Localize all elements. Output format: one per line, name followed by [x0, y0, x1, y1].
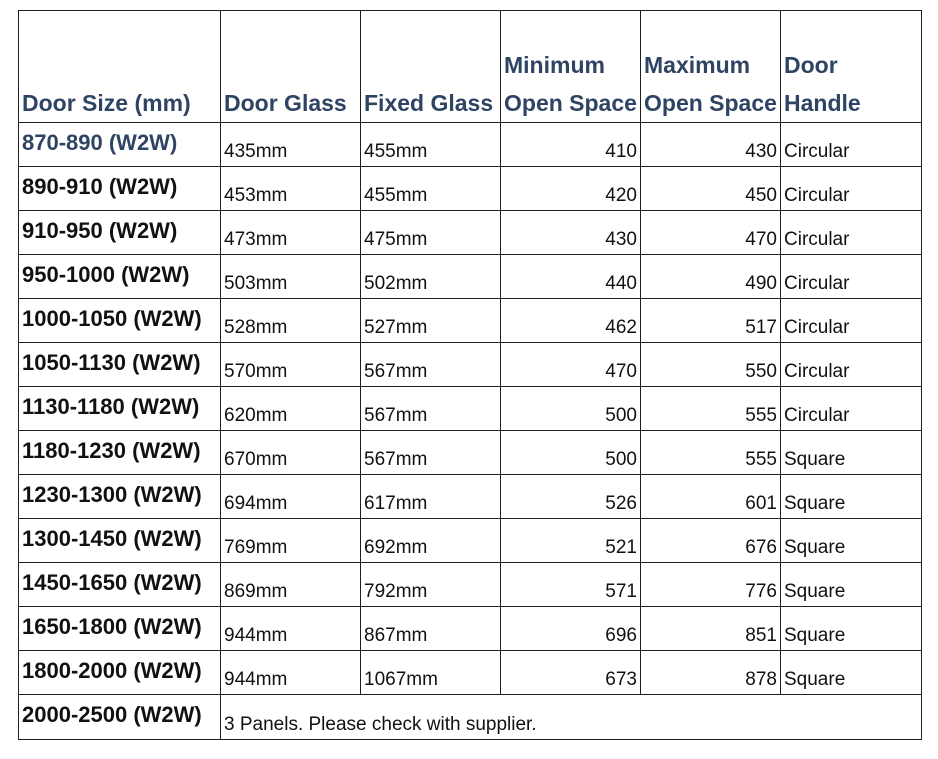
fixed-glass-cell: 475mm [361, 211, 501, 255]
door-glass-cell: 528mm [221, 299, 361, 343]
max-open-space-cell: 470 [641, 211, 781, 255]
fixed-glass-cell: 567mm [361, 431, 501, 475]
table-row [19, 563, 922, 607]
max-open-space-cell: 555 [641, 387, 781, 431]
header-door-size: Door Size (mm) [19, 11, 221, 123]
door-handle-cell: Circular [781, 299, 922, 343]
door-size-cell: 950-1000 (W2W) [19, 255, 221, 299]
min-open-space-cell: 470 [501, 343, 641, 387]
max-open-space-cell: 851 [641, 607, 781, 651]
max-open-space-cell: 450 [641, 167, 781, 211]
fixed-glass-cell: 455mm [361, 123, 501, 167]
min-open-space-cell: 462 [501, 299, 641, 343]
door-glass-cell: 435mm [221, 123, 361, 167]
table-row [19, 475, 922, 519]
max-open-space-cell: 517 [641, 299, 781, 343]
max-open-space-cell: 430 [641, 123, 781, 167]
door-glass-cell: 944mm [221, 607, 361, 651]
door-glass-cell: 453mm [221, 167, 361, 211]
door-glass-cell: 694mm [221, 475, 361, 519]
door-size-cell: 1230-1300 (W2W) [19, 475, 221, 519]
table-row [19, 255, 922, 299]
door-glass-cell: 670mm [221, 431, 361, 475]
min-open-space-cell: 440 [501, 255, 641, 299]
table-row [19, 299, 922, 343]
fixed-glass-cell: 1067mm [361, 651, 501, 695]
door-glass-cell: 769mm [221, 519, 361, 563]
fixed-glass-cell: 692mm [361, 519, 501, 563]
door-size-cell: 1180-1230 (W2W) [19, 431, 221, 475]
door-handle-cell: Square [781, 607, 922, 651]
door-handle-cell: Square [781, 475, 922, 519]
fixed-glass-cell: 567mm [361, 343, 501, 387]
door-size-cell: 1300-1450 (W2W) [19, 519, 221, 563]
header-door-glass: Door Glass [221, 11, 361, 123]
fixed-glass-cell: 502mm [361, 255, 501, 299]
door-size-cell: 910-950 (W2W) [19, 211, 221, 255]
header-row [19, 11, 922, 123]
min-open-space-cell: 410 [501, 123, 641, 167]
max-open-space-cell: 776 [641, 563, 781, 607]
max-open-space-cell: 555 [641, 431, 781, 475]
fixed-glass-cell: 867mm [361, 607, 501, 651]
table-row [19, 343, 922, 387]
door-handle-cell: Square [781, 519, 922, 563]
max-open-space-cell: 878 [641, 651, 781, 695]
door-handle-cell: Square [781, 563, 922, 607]
header-min-open-space: Minimum Open Space [501, 11, 641, 123]
door-size-cell: 890-910 (W2W) [19, 167, 221, 211]
door-handle-cell: Circular [781, 211, 922, 255]
door-size-cell: 870-890 (W2W) [19, 123, 221, 167]
min-open-space-cell: 420 [501, 167, 641, 211]
table-row [19, 695, 922, 740]
door-glass-cell: 503mm [221, 255, 361, 299]
door-glass-cell: 620mm [221, 387, 361, 431]
door-size-cell: 1050-1130 (W2W) [19, 343, 221, 387]
min-open-space-cell: 500 [501, 387, 641, 431]
door-handle-cell: Circular [781, 167, 922, 211]
fixed-glass-cell: 527mm [361, 299, 501, 343]
min-open-space-cell: 526 [501, 475, 641, 519]
min-open-space-cell: 571 [501, 563, 641, 607]
door-handle-cell: Circular [781, 343, 922, 387]
door-size-table [18, 10, 922, 740]
door-size-cell: 1800-2000 (W2W) [19, 651, 221, 695]
table-row [19, 431, 922, 475]
min-open-space-cell: 521 [501, 519, 641, 563]
max-open-space-cell: 490 [641, 255, 781, 299]
door-size-cell: 1650-1800 (W2W) [19, 607, 221, 651]
door-handle-cell: Circular [781, 387, 922, 431]
door-size-cell: 1130-1180 (W2W) [19, 387, 221, 431]
table-row [19, 167, 922, 211]
door-handle-cell: Circular [781, 123, 922, 167]
door-handle-cell: Square [781, 431, 922, 475]
table-row [19, 123, 922, 167]
table-row [19, 519, 922, 563]
fixed-glass-cell: 617mm [361, 475, 501, 519]
header-door-handle: Door Handle [781, 11, 922, 123]
door-glass-cell: 570mm [221, 343, 361, 387]
header-fixed-glass: Fixed Glass [361, 11, 501, 123]
fixed-glass-cell: 792mm [361, 563, 501, 607]
header-max-open-space: Maximum Open Space [641, 11, 781, 123]
max-open-space-cell: 676 [641, 519, 781, 563]
min-open-space-cell: 673 [501, 651, 641, 695]
fixed-glass-cell: 567mm [361, 387, 501, 431]
min-open-space-cell: 696 [501, 607, 641, 651]
table-row [19, 211, 922, 255]
door-glass-cell: 944mm [221, 651, 361, 695]
min-open-space-cell: 430 [501, 211, 641, 255]
max-open-space-cell: 550 [641, 343, 781, 387]
table-row [19, 387, 922, 431]
door-size-cell: 2000-2500 (W2W) [19, 695, 221, 740]
door-glass-cell: 473mm [221, 211, 361, 255]
table-row [19, 651, 922, 695]
note-cell: 3 Panels. Please check with supplier. [221, 695, 922, 740]
max-open-space-cell: 601 [641, 475, 781, 519]
fixed-glass-cell: 455mm [361, 167, 501, 211]
min-open-space-cell: 500 [501, 431, 641, 475]
door-glass-cell: 869mm [221, 563, 361, 607]
door-size-cell: 1000-1050 (W2W) [19, 299, 221, 343]
door-size-cell: 1450-1650 (W2W) [19, 563, 221, 607]
door-handle-cell: Square [781, 651, 922, 695]
door-handle-cell: Circular [781, 255, 922, 299]
table-row [19, 607, 922, 651]
